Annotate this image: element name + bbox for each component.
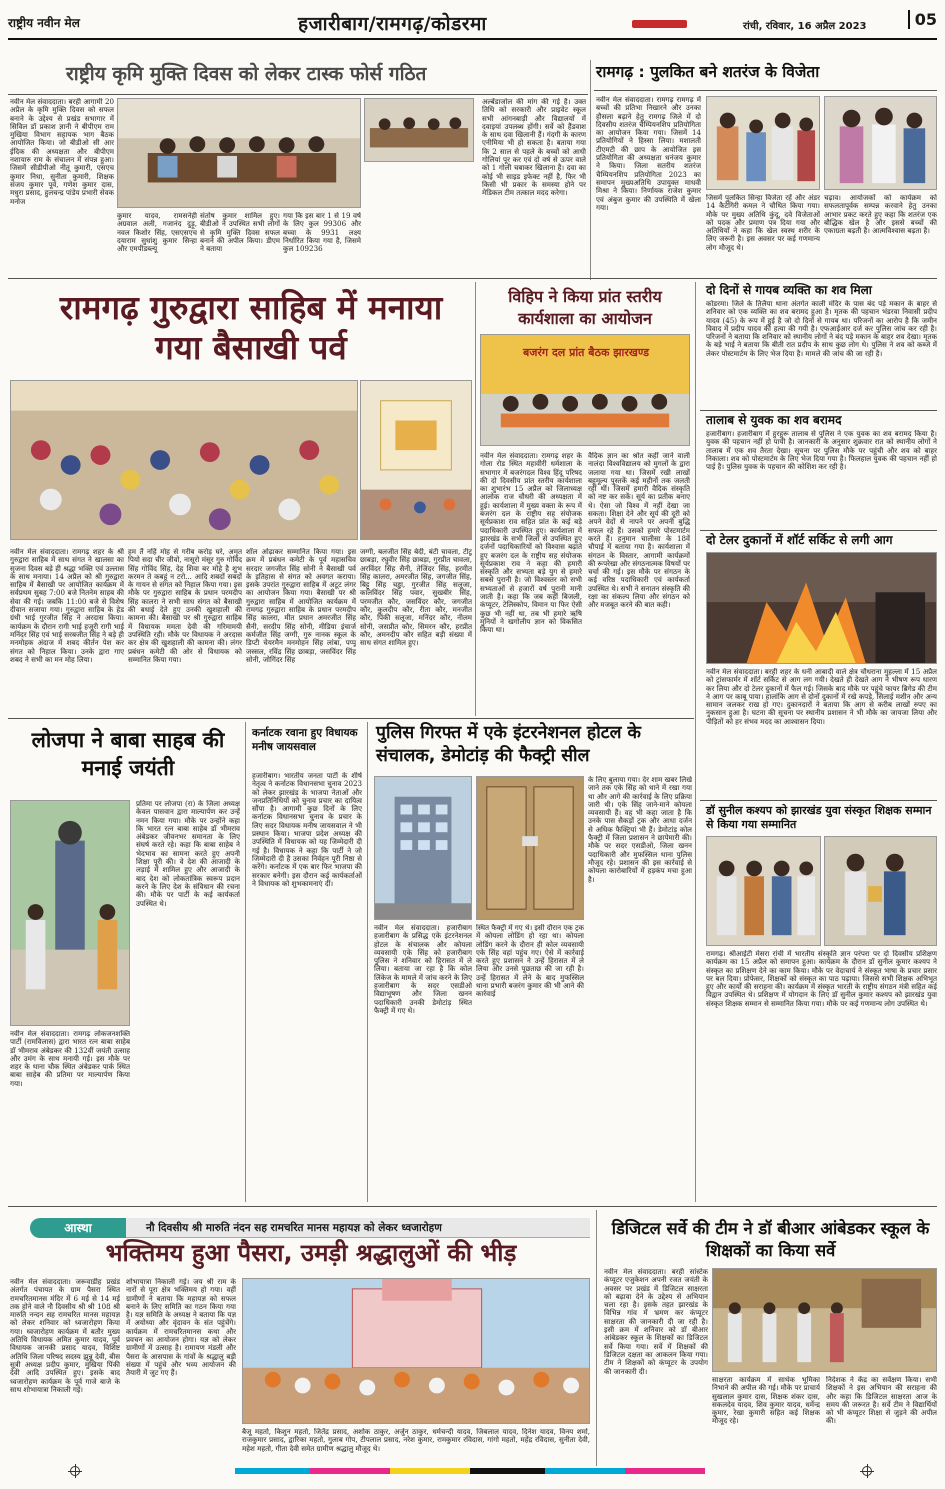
chess-winners-photo — [706, 96, 820, 190]
story-headline: दो टेलर दुकानों में शॉर्ट सर्किट से लगी आग — [706, 533, 893, 547]
meeting-photo — [117, 98, 361, 208]
article-text: नवीन मेल संवाददाता। रामगढ़ रामगढ़ में बच्चों की प्रतिभा निखारने और उनका हौसला बढ़ाने हेतु रामगढ़ जिले में दो दिवसीय शतरंज चैम्पियनशिप प्रतियोगिता का आयोजन किया गया। जिसमें 14 प्रतियोगियों ने हिस्सा लिया। मशालती टीएमटी की छाप के आयोजित इस प्रतियोगिता की अध्यक्षता धनंजय कुमार ने किया। जिला सतरीय शतरंज चैम्पियनशिप प्रतियोगिता 2023 का समापन मुख्यअतिथि उपायुक्त माधवी मिश्रा ने किया। निर्णायक राजेश कुमार एवं अंबुज कुमार की उपस्थिति में खेला गया। — [596, 96, 701, 212]
registration-mark-icon — [70, 1466, 80, 1476]
article-text: नवीन मेल संवाददाता। रामगढ़ शहर के गोला रोड स्थित महावीरी धर्मशाला के सभागार में बजरंगदल विश्व हिंदू परिषद की दो दिवसीय प्रांत स्तरीय कार्यशाला का शुभारंभ 15 अप्रैल को जिलाध्यक्ष आलोक राज चौधरी की अध्यक्षता में हुई। कार्यशाला में मुख्य वक्ता के रूप में बजरंग दल के राष्ट्रीय सह संयोजक सूर्यप्रकाश राव सहित प्रांत के कई बड़े पदाधिकारी उपस्थित हुए। कार्यशाला में झारखंड के सभी जिलों से उपस्थित हुए दर्जनों पदाधिकारियों को विश्वास बढ़ाते हुए बजरंग दल के राष्ट्रीय सह संयोजक सूर्यप्रकाश राव ने कहा की हमारी संस्कृति और सभ्यता बड़े युग से हमारे सबसे पुरानी है। जो विश्वस्तर को सभी सभ्यताओं से हजारों वर्ष पुरानी मानी जाती है। कहा कि जब कहीं बिजली, कंप्यूटर, टेलिस्कोप, विमान या फिर ऐसी कुछ भी नहीं था, तब भी हमारे ऋषि मुनियों ने खगोलीय ज्ञान को विकसित किया था। — [480, 452, 582, 635]
page-number: 05 — [908, 10, 937, 29]
article-text: गया कि इस बार 1 से 19 वर्ष के लिए कुल 99306 और बच्चा के 9931 लक्ष्य निर्धारित किया गया है, जिसमे कुल 109236 — [283, 212, 361, 254]
award-photo — [824, 836, 937, 946]
story-headline: तालाब से युवक का शव बरामद — [706, 413, 842, 427]
ambedkar-statue-photo — [10, 800, 130, 1026]
sealed-factory-photo — [476, 776, 584, 920]
banner-text: बजरंग दल प्रांत बैठक झारखण्ड — [522, 346, 650, 359]
article-text: हम तैं नहिं मोह से गरीब करोड़ घरे, अमृत पियो सदा चीर जीवो, नासूरो मंसूर गुरु गोविंद सिंह गोविंद सिंह, देह शिवा बर मोहे है शुभ करमन ते कबहूं न टरो... आदि शबदों सबदों के गायन से संगत को निहाल किया गया। इस मौके पर गुरुद्वारा साहिब के प्रधान परमदीप सिंह कालरा ने सभी साध संगत को बैसाखी की बधाई देते हुए उनकी खुशहाली की कामना की। बैसाखी पर श्री गुरुद्वारा साहिब में विधायक ममता देवी की गरिमामयी उपस्थिति रही। मौके पर विधायक ने अरदास कर क्षेत्र की खुशहाली की कामना की। लंगर प्रबंधन कमेटी की ओर से विधायक को सम्मानित किया गया। — [128, 548, 242, 664]
article-text: अल्बेंडाजोल की मांग की गई है। उक्त तिथि को सरकारी और प्राइवेट स्कूल सभी आंगनबाड़ी और विद्यालयों में दवाइयां उपलब्ध होंगी। सर्वे को हैंडवाश के साथ दवा खिलानी हैं। गंदगी के कारण एनीमिया भी हो सकता है। बताया गया कि 2 साल से पहले के बच्चों को आधी गोलियां पूर कर एवं दो वर्ष से ऊपर वाले को 1 गोली चबाकर खिलाना है। दवा का कोई भी साइड इफेक्ट नहीं है, फिर भी किसी भी प्रकार के समस्या होने पर मेडिकल टीम तत्काल मदद करेगा। — [482, 98, 586, 198]
hotel-building-photo — [374, 776, 472, 920]
story-headline: कर्नाटक रवाना हुए विधायक मनीष जायसवाल — [252, 727, 358, 753]
gathering-photo — [10, 380, 358, 540]
story-headline: रामगढ़ गुरुद्वारा साहिब में मनाया गया बैसाखी पर्व — [59, 288, 443, 367]
story-headline: पुलिस गिरफ्त में एके इंटरनेशनल होटल के संचालक, डेमोटांड़ की फैक्ट्री सील — [376, 723, 641, 766]
story-headline: भक्तिमय हुआ पैसरा, उमड़ी श्रद्धालुओं की भीड़ — [105, 1239, 517, 1267]
pen-icon — [632, 20, 687, 28]
article-text: नवीन मेल संवाददाता। जरूवाडीह प्रखंड अंतर्गत पंचायत के ग्राम पैसरा स्थित रामचरितमानस मंदिर में 6 मई से 14 मई तक होने वाले नौ दिवसीय श्री श्री 108 श्री मारुति नन्दन सह रामचरित मानस महायज्ञ को लेकर शनिवार को ध्वजारोहण किया गया। ध्वजारोहण कार्यक्रम में बतौर मुख्य अतिथि विधायक अमित कुमार यादव, पूर्व विधायक जानकी प्रसाद यादव, विशिष्ट अतिथि जिला परिषद सदस्य झुन्नू देवी, बीस सूत्री अध्यक्ष प्रदीप कुमार, मुखिया पिंकी देवी आदि उपस्थित हुए। इसके बाद ध्वजारोहण कार्यक्रम के पूर्व गाजे बाजे के साथ शोभायात्रा निकाली गई। — [10, 1278, 120, 1394]
article-text: नवीन मेल संवाददाता। बरही शहर के धनी आबादी वाले क्षेत्र चौधराना मुहल्ला में 15 अप्रैल को ट्रांसफार्मर में शॉर्ट सर्किट से आग लग गयी। देखते ही देखते आग ने भीषण रूप धारण कर लिया और दो टेलर दुकानों में फैल गई। जिसके बाद मौके पर पहुंचे फायर ब्रिगेड की टीम ने आग पर काबू पाया। हालांकि आग से दोनों दुकानों में रखे कपड़े, सिलाई मशीन और अन्य सामान जलकर राख हो गए। दुकानदारों ने बताया कि आग से करीब लाखों रुपए का नुकसान हुआ है। घटना की सूचना पर स्थानीय प्रशासन ने भी मौके का जायजा लिया और पीड़ितों को हर संभव मदद का आश्वासन दिया। — [706, 668, 937, 726]
section-tag: आस्था — [30, 1218, 126, 1238]
article-text: वैदिक ज्ञान का श्रोत कहीं जाने वाली नालंदा विश्वविद्यालय को मुगलों के द्वारा जलाया गया था। जिसमें रखी लाखों बहुमूल्य पुस्तकें कई महीनों तक जलती रहीं थीं। जिसमें हमारी वैदिक संस्कृति को नष्ट कर सकें। सूर्य का प्रतीक बनाए थे। ऐसा जो विश्व में नहीं देखा जा सकता। शिक्षा देने और सूर्य की दूरी को अपने वेदों से नापने पर अपनी बुद्धि सफल रहे हैं। उसको हमारे पोस्टमार्टम करते हैं। हनुमान चालीसा के 18वें चौपाई में बताया गया है। कार्यशाला में संगठन के विस्तार, आगामी कार्यक्रमों की रूपरेखा और संगठनात्मक विषयों पर चर्चा की गई। इस मौके पर संगठन के कई वरिष्ठ पदाधिकारी एवं कार्यकर्ता उपस्थित थे। सभी ने सनातन संस्कृति की रक्षा का संकल्प लिया और संगठन को और मजबूत करने की बात कही। — [588, 452, 690, 610]
chess-winners-photo — [824, 96, 937, 190]
article-text: स्थित फैक्ट्री में गए थे। इसी दौरान एक ट्रक में कोयला लोडिंग हो रहा था। कोयला लोडिंग करने के दौरान ही कोल व्यवसायी एके सिंह वहां पहुंच गए। ऐसे में कार्रवाई करते हुए प्रशासन ने उन्हें हिरासत में ले लिया और उनसे पूछताछ की जा रही है। उन्हें हिरासत में लेने के बाद मुफस्सिल थाना प्रभारी बजरंग कुमार की भी आने की कार्रवाई — [476, 924, 584, 999]
article-text: कोडरमा। जिले के तिलैया थाना अंतर्गत काली मंदिर के पास बंद पड़े मकान के बाहर से शनिवार को एक व्यक्ति का शव बरामद हुआ है। मृतक की पहचान भंडरवा निवासी प्रदीप यादव (45) के रूप में हुई है जो दो दिनों से गायब था। परिजनों का आरोप है कि जमीन विवाद में प्रदीप यादव की हत्या की गयी है। एफआईआर दर्ज कर पुलिस जांच कर रही है। परिजनों ने बताया कि शनिवार को स्थानीय लोगों ने बंद पड़े मकान के बाहर शव देखा। मृतक के बड़े भाई ने बताया कि बीती रात प्रदीप के साथ कुछ लोग थे। पुलिस ने शव को कब्जे में लेकर पोस्टमार्टम के लिए भेज दिया है। मामले की जांच की जा रही है। — [706, 300, 937, 358]
meeting-photo — [364, 98, 474, 162]
school-survey-photo — [712, 1268, 937, 1372]
article-text: साक्षरता कार्यक्रम में सार्थक भूमिका निभाने की अपील की गई। मौके पर प्राचार्य सुखलाल कुमार दास, शिक्षक शंकर दास, सकलदेव यादव, शिव कुमार यादव, धर्मेन्द्र कुमार, रेखा कुमारी सहित कई शिक्षक मौजूद रहे। — [712, 1376, 820, 1426]
story-headline: रामगढ़ : पुलकित बने शतरंज के विजेता — [596, 63, 820, 81]
article-text: शॉल ओढ़ाकर सम्मानित किया गया। इस क्रम में प्रबंधन कमेटी के पूर्व महासचिव सरदार जगजीत सिंह सोनी ने बैसाखी पर्व के इतिहास से संगत को अवगत कराया। इसके उपरांत गुरुद्वारा साहिब में अटूट लंगर का आयोजन किया गया। बैसाखी पर श्री गुरुद्वारा साहिब में आयोजित कार्यक्रम में रामगढ़ गुरुद्वारा साहिब के प्रधान परमदीप सिंह कालरा, मीत प्रधान अमरजीत सिंह सैनी, सरदीप सिंह सोनी, मीडिया इंचार्ज कर्मजीत सिंह जग्गी, गुरु नानक स्कूल के डिप्टी चेयरमैन मनमोहन सिंह लांबा, पप्पू जस्सल, रविंद्र सिंह छाबड़ा, जसविंदर सिंह सोनी, जोगिंदर सिंह — [246, 548, 356, 664]
story-headline: राष्ट्रीय कृमि मुक्ति दिवस को लेकर टास्क फोर्स गठित — [66, 63, 427, 85]
article-text: नवीन मेल संवाददाता। रामगढ़ लोकजनशक्ति पार्टी (रामविलास) द्वारा भारत रत्न बाबा साहेब डॉ भीमराव अंबेडकर की 132वीं जयंती उत्साह और उमंग के साथ मनायी गई। इस मौके पर शहर के थाना चौक स्थित अंबेडकर पार्क स्थित बाबा साहेब की प्रतिमा पर माल्यार्पण किया गया। — [10, 1030, 130, 1088]
article-text: रामगढ़। श्रीआईटी मेसरा रांची में भारतीय संस्कृति ज्ञान परंपरा पर दो दिवसीय प्रशिक्षण कार्यक्रम का 15 अप्रैल को समापन हुआ। कार्यक्रम के दौरान डॉ सुनील कुमार कश्यप ने संस्कृत का प्रशिक्षण देने का काम किया। मौके पर वेदाचार्य ने संस्कृत भाषा के प्रचार प्रसार पर बल दिया। प्रोफेसर, शिक्षकों को संस्कृत का पाठ पढ़ाया। जिससे सभी शिक्षक अभिभूत हुए और कार्यों की सराहना की। कार्यक्रम में संस्कृत भारती के राष्ट्रीय संगठन मंत्री सहित कई विद्वान उपस्थित थे। प्रशिक्षण में योगदान के लिए डॉ सुनील कुमार कश्यप को झारखंड युवा संस्कृत शिक्षक सम्मान से सम्मानित किया गया। मौके पर कई गणमान्य लोग उपस्थित थे। — [706, 950, 937, 1008]
dateline: रांची, रविवार, 16 अप्रैल 2023 — [743, 21, 867, 32]
article-text: नवीन मेल संवाददाता। बरही सांस्टेक कंप्यूटर एजुकेशन अपनी रजत जयंती के अवसर पर प्रखंड में डिजिटल साक्षरता को बढ़ावा देने के उद्देश्य से अभियान चला रहा है। इसके तहत झारखंड के विभिन्न गांव में भ्रमण कर कंप्यूटर साक्षरता की जानकारी दी जा रही है। इसी क्रम में शनिवार को डॉ बीआर आंबेडकर स्कूल के शिक्षकों का डिजिटल सर्वे किया गया। सर्वे में शिक्षकों की डिजिटल दक्षता का आकलन किया गया। टीम ने शिक्षकों को कंप्यूटर के उपयोग की जानकारी दी। — [604, 1268, 708, 1376]
story-headline: लोजपा ने बाबा साहब की मनाई जयंती — [31, 728, 225, 780]
article-text: निदेशक ने केंद्र का सर्वेक्षण किया। सभी शिक्षकों ने इस अभियान की सराहना की और कहा कि डिजिटल साक्षरता आज के समय की जरूरत है। सर्वे टीम ने विद्यार्थियों को भी कंप्यूटर शिक्षा से जुड़ने की अपील की। — [826, 1376, 937, 1426]
article-text: नवीन मेल संवाददाता। बरही आगामी 20 अप्रैल के कृमि मुक्ति दिवस को सफल बनाने के उद्देश्य से प्रखंड सभागार में सिविल डॉ प्रकाश ज्ञानी ने बीपीएम राम मुखिया विभाग सहायक भाग बैठक आयोजित किया। जो बीडीओ सी आर ईदिक की अध्यक्षता और बीपीएम नशायारु राम के संचालन में संपन्न हुआ। जिसमें सीडीपीओ नीतू कुमारी, एसएच कुमार निधा, सुनीता कुमारी, शिक्षक संजय कुमार पूर्व, गणेश कुमार दास, मधुरा प्रसाद, हुलचन्द्र पांडेय प्रभारी सेवक मनोज — [10, 98, 114, 206]
story-headline: डॉ सुनील कश्यप को झारखंड युवा संस्कृत शिक्षक सम्मान से किया गया सम्मानित — [706, 804, 932, 831]
newspaper-name: राष्ट्रीय नवीन मेल — [8, 16, 80, 30]
color-registration-bar — [235, 1468, 705, 1474]
article-text: चढ़ाव। आयोजकों को कार्यक्रम को सफलतापूर्वक सम्पन्न करवाने हेतु उनका आभार प्रकट करते हुए कहा कि शतरंज एक बौद्धिक खेल है और इससे बच्चों की एकाग्रता बढ़ती है। आत्मविश्वास बढ़ता है। — [824, 194, 937, 236]
article-text: नवीन मेल संवाददाता। रामगढ़ शहर के श्री गुरुद्वारा साहिब में साथ संगत ने खालसा का सृजना दिवस बड़े ही श्रद्धा भक्ति एवं उल्लास के साथ मनाया। 14 अप्रैल को श्री गुरुद्वारा साहिब में बैसाखी पर आयोजित कार्यक्रम में सर्वप्रथम सुबह 7:00 बजे नितनेम साहब की सेवा की गई। जबकि 11:00 बजे से विशेष दीवान सजाया गया। गुरुद्वारा साहिब के हेड ग्रंथी भाई गुरजीत सिंह ने अरदास किया। कार्यक्रम के दौरान रागी भाई हजूरी रागी भाई मनिंदर सिंह एवं भाई सरबजीत सिंह ने बड़े ही मनमोहक अंदाज में शबद कीर्तन पेश कर संगत को निहाल किया। उनके द्वारा गाए शबद ने सभी का मन मोह लिया। — [10, 548, 124, 664]
story-kicker: नौ दिवसीय श्री मारुति नंदन सह रामचरित मानस महायज्ञ को लेकर ध्वजारोहण — [126, 1218, 590, 1238]
temple-procession-photo — [242, 1278, 590, 1424]
registration-mark-icon — [862, 1466, 872, 1476]
article-text: जग्गी, बलजीत सिंह बेदी, बंटी चावला, टीटू छाबड़ा, रघुवीर सिंह छाबड़ा, गुरप्रीत चावला, अरविंदर सिंह सैनी, तेजिंदर सिंह, हरमीत सिंह कालरा, अमरजीत सिंह, जगजीत सिंह, बिट्टू सिंह चड्ढा, गुरजीत सिंह सलूजा, कालविंदर सिंह पवार, सुखबीर सिंह, परमजीत कौर, जसविंदर कौर, जगजीत कौर, कुलदीप कौर, रीता कौर, मनजीत कौर, पिंकी सलूजा, मनिंदर कौर, नीलम सोनी, जसप्रीत कौर, सिमरन कौर, हरप्रीत कौर, अमनदीप कौर सहित बड़ी संख्या में साध संगत शामिल हुए। — [360, 548, 472, 648]
award-photo — [706, 836, 821, 946]
article-text: हजारीबाग। हजारीबाग में हुरहुरू तालाब से पुलिस ने एक युवक का शव बरामद किया है। युवक की पहचान नहीं हो पायी है। जानकारी के अनुसार शुक्रवार रात को स्थानीय लोगों ने तालाब में एक शव तैरता देखा। सूचना पर पुलिस मौके पर पहुंची और शव को बाहर निकाला। शव को पोस्टमार्टम के लिए भेज दिया गया है। फिलहाल युवक की पहचान नहीं हो पाई है। पुलिस युवक के पहचान की कोशिश कर रही है। — [706, 430, 937, 472]
fire-photo — [706, 552, 937, 664]
article-text: शोभायात्रा निकाली गई। जय श्री राम के नारों से पूरा क्षेत्र भक्तिमय हो गया। वहीं ग्रामीणों ने बताया कि महायज्ञ को सफल बनाने के लिए समिति का गठन किया गया है। यज्ञ समिति के अध्यक्ष ने बताया कि यज्ञ में अयोध्या और वृंदावन के संत पहुंचेंगे। कार्यक्रम में रामचरितमानस कथा और प्रवचन का आयोजन होगा। यज्ञ को लेकर ग्रामीणों में उत्साह है। रामायण मंडली और पैसरा के आसपास के गांवों के श्रद्धालु बड़ी संख्या में पहुंचे और भव्य आयोजन की तैयारी में जुट गए हैं। — [126, 1278, 236, 1378]
workshop-stage-photo — [480, 334, 690, 446]
gurudwara-interior-photo — [360, 380, 472, 540]
article-text: प्रतिमा पर लोजपा (रा) के जिला अध्यक्ष केवल पासवान द्वारा माल्यार्पण कर उन्हें नमन किया गया। मौके पर उन्होंने कहा कि भारत रत्न बाबा साहेब डॉ भीमराव अंबेडकर जीवनभर समानता के लिए संघर्ष करते रहे। कहा कि बाबा साहेब ने भेदभाव का सामना करते हुए अपनी शिक्षा पूरी की। वे देश की आजादी के लड़ाई में शामिल हुए और आजादी के बाद देश को लोकतांत्रिक स्वरूप प्रदान करने के लिए देश के संविधान की रचना की। मौके पर पार्टी के कई कार्यकर्ता उपस्थित थे। — [136, 800, 240, 908]
article-text: के लिए बुलाया गया। देर शाम खबर लिखे जाने तक एके सिंह को थाने में रखा गया था और आगे की कार्रवाई के लिए प्रक्रिया जारी थी। एके सिंह जाने-माने कोयला व्यवसायी हैं। वह भी कहा जाता है कि उनके पास सैकड़ों ट्रक और आधा दर्जन से अधिक फैक्ट्रियां भी हैं। डेमोटांड़ कोल फैक्ट्री में जिला प्रशासन ने छापेमारी की। मौके पर सदर एसडीओ, जिला खनन पदाधिकारी और मुफस्सिल थाना पुलिस मौजूद रहे। प्रशासन की इस कार्रवाई से कोयला कारोबारियों में हड़कंप मचा हुआ है। — [588, 776, 692, 884]
masthead — [8, 6, 937, 40]
story-headline: विहिप ने किया प्रांत स्तरीय कार्यशाला का आयोजन — [508, 287, 662, 328]
article-text: कुमार यादव, रामसनेही अग्रवाल अली, गजानंद दुड़ू, नवल किशोर सिंह, एसएसएच दयाराम सुधांशु कुमार सिन्हा और एमपीडब्ल्यू — [117, 212, 197, 254]
story-headline: डिजिटल सर्वे की टीम ने डॉ बीआर आंबेडकर स्कूल के शिक्षकों का किया सर्वे — [611, 1219, 930, 1260]
photo-caption: बैजू महतो, किशुन महतो, जितेंद्र प्रसाद, अशोक ठाकुर, अर्जुन ठाकुर, धर्मचन्दी यादव, जिबलाल यादव, दिनेश यादव, विनय शर्मा, राजकुमार प्रसाद, द्वारिका महतो, गुलाब गोप, टीपलाल प्रसाद, नरेश कुमार, रामकुमार रविदास, गांगो महतो, महेंद्र रविदास, सुनीता देवी, महेश महतो, गीता देवी समेत ग्रामीण श्रद्धालु मौजूद थे। — [242, 1428, 590, 1453]
section-title: हजारीबाग/रामगढ़/कोडरमा — [298, 13, 487, 35]
article-text: नवीन मेल संवाददाता। हजारीबाग हजारीबाग के प्रसिद्ध एके इंटरनेशनल होटल के संचालक और कोयला व्यवसायी एके सिंह को हजारीबाग पुलिस ने शनिवार को हिरासत में ले लिया। बताया जा रहा है कि कोल लिंकेज के मामले में जांच करने के लिए हजारीबाग के सदर एसडीओ विद्याभूषण और जिला खनन पदाधिकारी उनकी डेमोटांड़ स्थित फैक्ट्री में गए थे। — [374, 924, 472, 1015]
story-headline: दो दिनों से गायब व्यक्ति का शव मिला — [706, 283, 872, 297]
article-text: जिसमें पुलकित सिन्हा विजेता रहें और अंडर 14 कैटेगिरी कमल ने चौथित किया गया। मौके पर मुख्य अतिथि कुंदू, दवे विजेताओं को पदक और प्रमाण पत्र दिया गया और अतिथियों ने कहा कि खेल स्वस्थ शरीर के लिए जरूरी है। इस अवसर पर कई गणमान्य लोग मौजूद थे। — [706, 194, 820, 252]
article-text: संतोष कुमार शामिल हुए। बीडीओ ने उपस्थित सभी लोगों से कृमि मुक्ति दिवस सफल बनाने की अपील किया। डीएम ने बताया — [200, 212, 280, 254]
article-text: हजारीबाग। भारतीय जनता पार्टी के शीर्ष नेतृत्व ने कर्नाटक विधानसभा चुनाव 2023 को लेकर झारखंड के भाजपा नेताओं और जनप्रतिनिधियों को चुनाव प्रचार का दायित्व सौंपा है। आगामी कुछ दिनों के लिए कर्नाटक विधानसभा चुनाव के प्रचार के लिए सदर विधायक मनीष जायसवाल ने भी प्रस्थान किया। भाजपा प्रदेश अध्यक्ष की उपस्थिति में विधायक को यह जिम्मेदारी दी गई है। विधायक ने कहा कि पार्टी ने जो जिम्मेदारी दी है उसका निर्वहन पूरी निष्ठा से करेंगे। कर्नाटक में एक बार फिर भाजपा की सरकार बनेगी। इस दौरान कई कार्यकर्ताओं ने विधायक को शुभकामनाएं दीं। — [252, 772, 362, 888]
